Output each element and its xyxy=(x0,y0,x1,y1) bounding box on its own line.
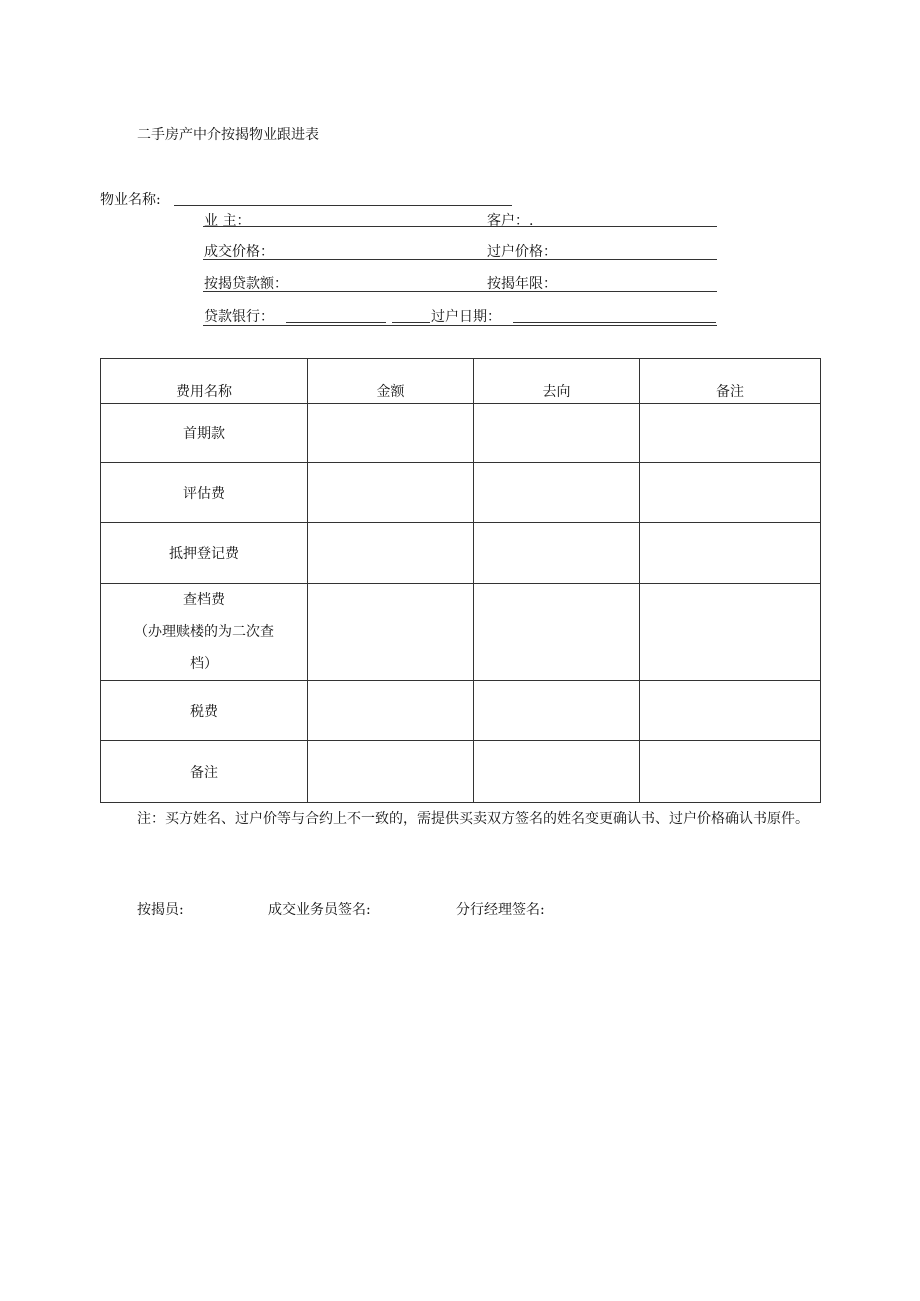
table-row xyxy=(101,404,821,463)
fee-name-cell: 评估费 xyxy=(101,463,308,523)
loan-bank-label: 贷款银行： xyxy=(204,309,274,325)
amount-cell[interactable] xyxy=(308,741,474,803)
bank-date-underline xyxy=(203,325,717,326)
amount-cell[interactable] xyxy=(308,463,474,523)
fee-name-cell: 税费 xyxy=(101,681,308,741)
fee-name-line: 查档费 xyxy=(183,592,225,608)
remarks-cell[interactable] xyxy=(640,463,821,523)
mortgage-term-label: 按揭年限： xyxy=(487,276,557,292)
fee-table xyxy=(100,358,821,803)
loan-bank-field[interactable] xyxy=(286,322,386,323)
fee-name-cell: 首期款 xyxy=(101,404,308,463)
transfer-price-label: 过户价格： xyxy=(487,244,557,260)
table-row xyxy=(101,741,821,803)
header-fee-name: 费用名称 xyxy=(101,359,308,404)
mortgage-amount-label: 按揭贷款额： xyxy=(204,276,288,292)
loan-bank-field-extra[interactable] xyxy=(392,322,430,323)
destination-cell[interactable] xyxy=(474,681,640,741)
destination-cell[interactable] xyxy=(474,463,640,523)
amount-cell[interactable] xyxy=(308,404,474,463)
fee-name-line: 档） xyxy=(190,656,218,672)
destination-cell[interactable] xyxy=(474,523,640,584)
amount-cell[interactable] xyxy=(308,584,474,681)
remarks-cell[interactable] xyxy=(640,404,821,463)
remarks-cell[interactable] xyxy=(640,523,821,584)
table-row xyxy=(101,523,821,584)
fee-name-cell: 备注 xyxy=(101,741,308,803)
header-destination: 去向 xyxy=(474,359,640,404)
mortgage-officer-signature: 按揭员: xyxy=(137,902,184,918)
owner-label: 业 主： xyxy=(204,213,251,229)
amount-cell[interactable] xyxy=(308,681,474,741)
price-field[interactable] xyxy=(203,259,717,260)
branch-manager-signature: 分行经理签名: xyxy=(456,902,545,918)
sales-signature: 成交业务员签名: xyxy=(268,902,371,918)
table-row xyxy=(101,463,821,523)
remarks-cell[interactable] xyxy=(640,681,821,741)
client-label: 客户：. xyxy=(487,213,534,229)
fee-name-cell xyxy=(101,584,308,681)
fee-name-cell: 抵押登记费 xyxy=(101,523,308,584)
mortgage-field[interactable] xyxy=(203,291,717,292)
footnote: 注：买方姓名、过户价等与合约上不一致的，需提供买卖双方签名的姓名变更确认书、过户价格确认书原件。 xyxy=(137,811,809,827)
destination-cell[interactable] xyxy=(474,741,640,803)
remarks-cell[interactable] xyxy=(640,741,821,803)
fee-name-line: （办理赎楼的为二次查 xyxy=(134,624,274,640)
amount-cell[interactable] xyxy=(308,523,474,584)
table-row xyxy=(101,681,821,741)
remarks-cell[interactable] xyxy=(640,584,821,681)
deal-price-label: 成交价格： xyxy=(204,244,274,260)
owner-client-field[interactable] xyxy=(203,226,717,227)
page-title: 二手房产中介按揭物业跟进表 xyxy=(137,127,319,143)
table-header-row xyxy=(101,359,821,404)
property-name-label: 物业名称: xyxy=(100,192,161,208)
transfer-date-field[interactable] xyxy=(513,322,716,323)
header-remarks: 备注 xyxy=(640,359,821,404)
table-row xyxy=(101,584,821,681)
header-amount: 金额 xyxy=(308,359,474,404)
transfer-date-label: 过户日期： xyxy=(431,309,501,325)
destination-cell[interactable] xyxy=(474,404,640,463)
destination-cell[interactable] xyxy=(474,584,640,681)
property-name-field[interactable] xyxy=(174,205,512,206)
